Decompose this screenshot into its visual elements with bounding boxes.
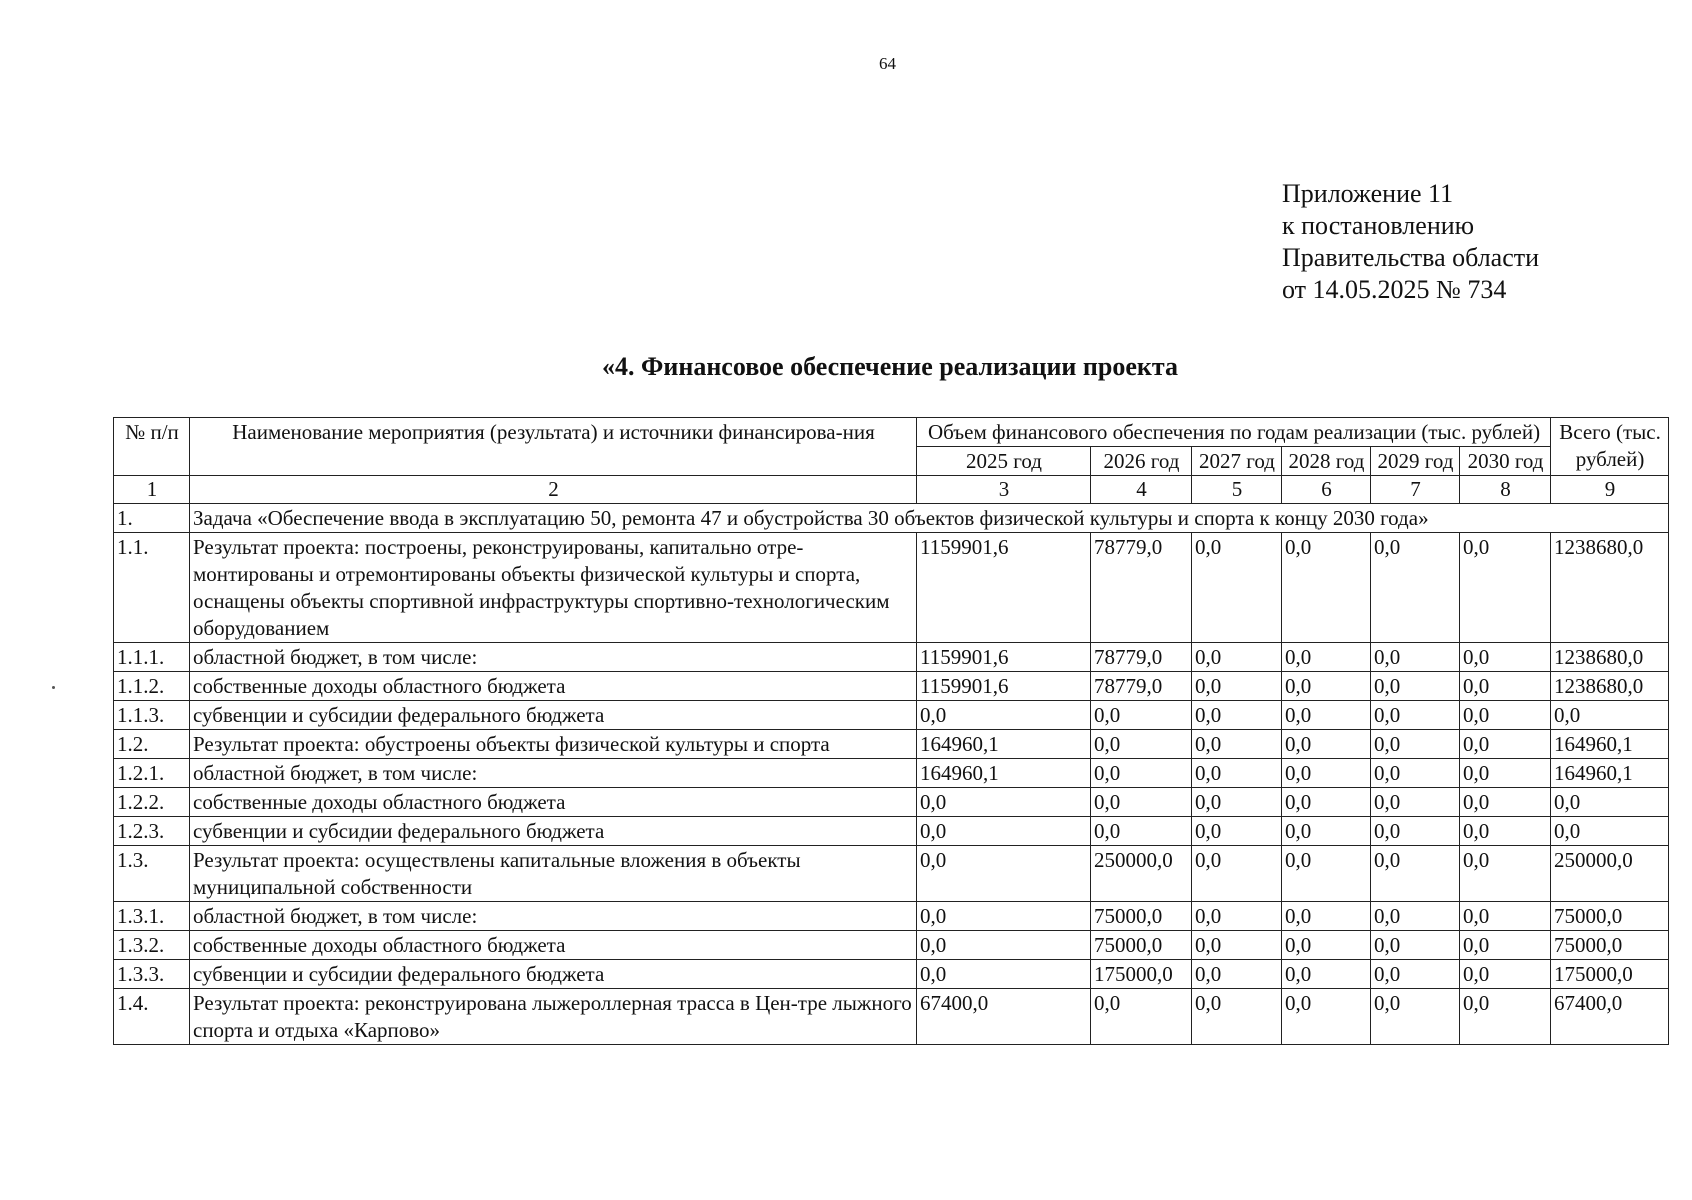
- row-value: 0,0: [1192, 788, 1282, 817]
- row-value: 0,0: [1460, 960, 1551, 989]
- document-title: «4. Финансовое обеспечение реализации проекта: [602, 352, 1178, 381]
- row-total: 67400,0: [1551, 989, 1669, 1045]
- row-value: 67400,0: [917, 989, 1091, 1045]
- row-num: 1.3.3.: [114, 960, 190, 989]
- column-number: 8: [1460, 476, 1551, 504]
- row-value: 0,0: [1192, 817, 1282, 846]
- row-value: 0,0: [1460, 701, 1551, 730]
- row-name: Результат проекта: осуществлены капитальные вложения в объекты муниципальной собственности: [190, 846, 917, 902]
- table-row: [114, 759, 1669, 788]
- row-value: 164960,1: [917, 759, 1091, 788]
- row-value: 0,0: [1460, 846, 1551, 902]
- row-value: 0,0: [1192, 533, 1282, 643]
- row-num: 1.1.3.: [114, 701, 190, 730]
- row-name: Результат проекта: построены, реконструированы, капитально отре-монтированы и отремонтированы объекты физической культуры и спорта, оснащены объекты спортивной инфраструктуры спортивно-технологическим оборудованием: [190, 533, 917, 643]
- row-value: 0,0: [1460, 533, 1551, 643]
- header-name: Наименование мероприятия (результата) и источники финансирова-ния: [190, 418, 917, 476]
- scan-artifact: [52, 686, 55, 689]
- row-value: 250000,0: [1091, 846, 1192, 902]
- row-name: субвенции и субсидии федерального бюджета: [190, 960, 917, 989]
- row-value: 0,0: [1192, 846, 1282, 902]
- row-total: 1238680,0: [1551, 533, 1669, 643]
- header-volume: Объем финансового обеспечения по годам реализации (тыс. рублей): [917, 418, 1551, 447]
- row-total: 164960,1: [1551, 730, 1669, 759]
- page-number: 64: [879, 54, 896, 73]
- row-value: 0,0: [1282, 902, 1371, 931]
- row-value: 0,0: [917, 846, 1091, 902]
- row-value: 0,0: [1371, 533, 1460, 643]
- row-value: 1159901,6: [917, 643, 1091, 672]
- row-name: собственные доходы областного бюджета: [190, 931, 917, 960]
- row-value: 0,0: [1371, 931, 1460, 960]
- row-value: 0,0: [1371, 989, 1460, 1045]
- header-year: 2027 год: [1192, 447, 1282, 476]
- table-row: [114, 730, 1669, 759]
- row-name: Результат проекта: обустроены объекты физической культуры и спорта: [190, 730, 917, 759]
- row-value: 0,0: [1282, 989, 1371, 1045]
- row-value: 0,0: [917, 788, 1091, 817]
- table-row: [114, 672, 1669, 701]
- row-value: 0,0: [1460, 759, 1551, 788]
- column-number-row: [114, 476, 1669, 504]
- header-year: 2030 год: [1460, 447, 1551, 476]
- header-num: № п/п: [114, 418, 190, 476]
- row-value: 0,0: [1192, 931, 1282, 960]
- row-total: 164960,1: [1551, 759, 1669, 788]
- row-value: 0,0: [1192, 759, 1282, 788]
- appendix-block: [1282, 178, 1539, 306]
- row-value: 0,0: [917, 902, 1091, 931]
- row-value: 0,0: [1371, 672, 1460, 701]
- row-value: 0,0: [1371, 701, 1460, 730]
- header-total: Всего (тыс. рублей): [1551, 418, 1669, 476]
- row-value: 0,0: [1091, 817, 1192, 846]
- appendix-line: от 14.05.2025 № 734: [1282, 275, 1507, 304]
- row-value: 0,0: [1460, 672, 1551, 701]
- row-value: 0,0: [1460, 730, 1551, 759]
- row-value: 78779,0: [1091, 533, 1192, 643]
- row-value: 0,0: [1282, 931, 1371, 960]
- row-value: 0,0: [1282, 643, 1371, 672]
- row-value: 0,0: [1371, 960, 1460, 989]
- row-num: 1.2.2.: [114, 788, 190, 817]
- row-total: 75000,0: [1551, 902, 1669, 931]
- column-number: 3: [917, 476, 1091, 504]
- task-row: [114, 504, 1669, 533]
- row-value: 0,0: [917, 931, 1091, 960]
- appendix-line: Правительства области: [1282, 243, 1540, 272]
- column-number: 4: [1091, 476, 1192, 504]
- row-name: областной бюджет, в том числе:: [190, 759, 917, 788]
- row-value: 0,0: [1192, 643, 1282, 672]
- row-total: 250000,0: [1551, 846, 1669, 902]
- row-value: 0,0: [1192, 960, 1282, 989]
- row-num: 1.2.3.: [114, 817, 190, 846]
- row-value: 0,0: [1192, 730, 1282, 759]
- row-value: 0,0: [1371, 788, 1460, 817]
- row-name: Результат проекта: реконструирована лыжероллерная трасса в Цен-тре лыжного спорта и отдыха «Карпово»: [190, 989, 917, 1045]
- row-total: 175000,0: [1551, 960, 1669, 989]
- row-num: 1.2.: [114, 730, 190, 759]
- row-value: 0,0: [1192, 989, 1282, 1045]
- row-value: 0,0: [1460, 989, 1551, 1045]
- row-value: 0,0: [1371, 643, 1460, 672]
- table-row: [114, 788, 1669, 817]
- row-value: 0,0: [1371, 902, 1460, 931]
- task-text: Задача «Обеспечение ввода в эксплуатацию 50, ремонта 47 и обустройства 30 объектов физической культуры и спорта к концу 2030 года»: [190, 504, 1669, 533]
- row-value: 0,0: [917, 960, 1091, 989]
- row-value: 0,0: [1282, 960, 1371, 989]
- row-value: 0,0: [1282, 788, 1371, 817]
- row-total: 1238680,0: [1551, 672, 1669, 701]
- row-value: 0,0: [1091, 730, 1192, 759]
- column-number: 6: [1282, 476, 1371, 504]
- row-num: 1.1.2.: [114, 672, 190, 701]
- row-value: 0,0: [1091, 788, 1192, 817]
- row-value: 0,0: [1371, 730, 1460, 759]
- row-value: 0,0: [1282, 846, 1371, 902]
- column-number: 2: [190, 476, 917, 504]
- row-num: 1.1.1.: [114, 643, 190, 672]
- row-value: 0,0: [917, 701, 1091, 730]
- column-number: 9: [1551, 476, 1669, 504]
- row-value: 0,0: [1282, 759, 1371, 788]
- appendix-line: Приложение 11: [1282, 179, 1454, 208]
- table-row: [114, 533, 1669, 643]
- header-year: 2025 год: [917, 447, 1091, 476]
- row-value: 0,0: [1282, 672, 1371, 701]
- row-name: собственные доходы областного бюджета: [190, 788, 917, 817]
- row-name: субвенции и субсидии федерального бюджета: [190, 701, 917, 730]
- row-value: 175000,0: [1091, 960, 1192, 989]
- column-number: 1: [114, 476, 190, 504]
- row-value: 0,0: [1192, 701, 1282, 730]
- row-value: 0,0: [1460, 788, 1551, 817]
- row-name: собственные доходы областного бюджета: [190, 672, 917, 701]
- row-value: 164960,1: [917, 730, 1091, 759]
- appendix-line: к постановлению: [1282, 211, 1475, 240]
- row-num: 1.4.: [114, 989, 190, 1045]
- row-value: 0,0: [1282, 730, 1371, 759]
- task-num: 1.: [114, 504, 190, 533]
- header-year: 2028 год: [1282, 447, 1371, 476]
- financing-table: [113, 417, 1669, 1045]
- table-row: [114, 701, 1669, 730]
- header-year: 2029 год: [1371, 447, 1460, 476]
- table-row: [114, 643, 1669, 672]
- row-value: 0,0: [1282, 701, 1371, 730]
- row-total: 0,0: [1551, 701, 1669, 730]
- row-value: 0,0: [1371, 759, 1460, 788]
- table-row: [114, 846, 1669, 902]
- header-row: [114, 418, 1669, 447]
- row-value: 0,0: [1091, 759, 1192, 788]
- row-value: 0,0: [1091, 989, 1192, 1045]
- row-num: 1.3.2.: [114, 931, 190, 960]
- table-row: [114, 902, 1669, 931]
- table-row: [114, 989, 1669, 1045]
- row-total: 0,0: [1551, 817, 1669, 846]
- row-total: 75000,0: [1551, 931, 1669, 960]
- row-value: 0,0: [1371, 817, 1460, 846]
- row-value: 0,0: [1091, 701, 1192, 730]
- row-name: областной бюджет, в том числе:: [190, 643, 917, 672]
- row-value: 0,0: [1282, 533, 1371, 643]
- row-value: 0,0: [1282, 817, 1371, 846]
- row-value: 78779,0: [1091, 643, 1192, 672]
- table-row: [114, 931, 1669, 960]
- row-value: 0,0: [1460, 817, 1551, 846]
- row-value: 0,0: [1371, 846, 1460, 902]
- row-name: областной бюджет, в том числе:: [190, 902, 917, 931]
- row-value: 78779,0: [1091, 672, 1192, 701]
- row-total: 0,0: [1551, 788, 1669, 817]
- row-value: 0,0: [917, 817, 1091, 846]
- row-num: 1.3.: [114, 846, 190, 902]
- row-value: 1159901,6: [917, 672, 1091, 701]
- row-name: субвенции и субсидии федерального бюджета: [190, 817, 917, 846]
- header-year: 2026 год: [1091, 447, 1192, 476]
- row-value: 75000,0: [1091, 931, 1192, 960]
- row-value: 0,0: [1460, 643, 1551, 672]
- column-number: 7: [1371, 476, 1460, 504]
- table-row: [114, 960, 1669, 989]
- row-num: 1.2.1.: [114, 759, 190, 788]
- row-value: 0,0: [1192, 672, 1282, 701]
- row-value: 0,0: [1460, 931, 1551, 960]
- row-value: 1159901,6: [917, 533, 1091, 643]
- row-num: 1.1.: [114, 533, 190, 643]
- row-value: 0,0: [1192, 902, 1282, 931]
- table-row: [114, 817, 1669, 846]
- row-value: 0,0: [1460, 902, 1551, 931]
- row-value: 75000,0: [1091, 902, 1192, 931]
- row-num: 1.3.1.: [114, 902, 190, 931]
- row-total: 1238680,0: [1551, 643, 1669, 672]
- column-number: 5: [1192, 476, 1282, 504]
